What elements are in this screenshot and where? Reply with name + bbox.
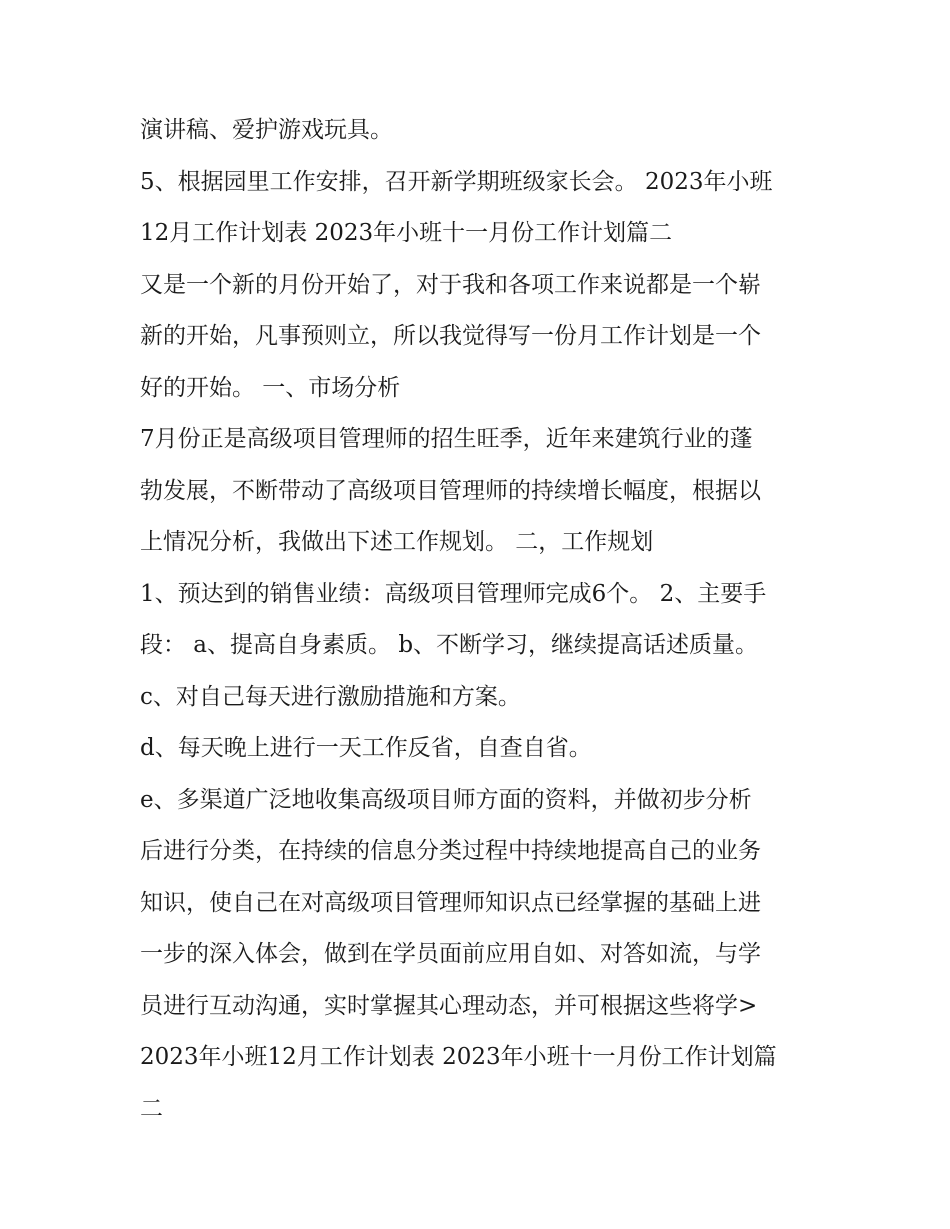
text-line: 好的开始。 一、市场分析 bbox=[140, 374, 401, 401]
document-body bbox=[140, 105, 820, 1135]
text-line: 知识，使自己在对高级项目管理师知识点已经掌握的基础上进 bbox=[140, 889, 761, 916]
text-line: 一步的深入体会，做到在学员面前应用自如、对答如流，与学 bbox=[140, 941, 761, 967]
text-line: 2023年小班12月工作计划表 2023年小班十一月份工作计划篇 bbox=[140, 1044, 777, 1070]
text-line: 上情况分析，我做出下述工作规划。 二，工作规划 bbox=[140, 529, 654, 555]
text-line: 5、根据园里工作安排，召开新学期班级家长会。 2023年小班 bbox=[140, 168, 773, 195]
text-line: 后进行分类，在持续的信息分类过程中持续地提高自己的业务 bbox=[140, 838, 761, 864]
text-line: 段： a、提高自身素质。 b、不断学习，继续提高话述质量。 bbox=[140, 632, 759, 658]
text-line: 新的开始，凡事预则立，所以我觉得写一份月工作计划是一个 bbox=[140, 323, 761, 349]
text-line: 7月份正是高级项目管理师的招生旺季，近年来建筑行业的蓬 bbox=[140, 426, 753, 452]
text-line: 1、预达到的销售业绩：高级项目管理师完成6个。 2、主要手 bbox=[140, 580, 767, 607]
text-line: 又是一个新的月份开始了，对于我和各项工作来说都是一个崭 bbox=[140, 271, 761, 298]
text-line: 12月工作计划表 2023年小班十一月份工作计划篇二 bbox=[140, 220, 673, 246]
text-line: c、对自己每天进行激励措施和方案。 bbox=[140, 683, 521, 710]
text-line: 演讲稿、爱护游戏玩具。 bbox=[140, 117, 393, 143]
text-line: e、多渠道广泛地收集高级项目师方面的资料，并做初步分析 bbox=[140, 786, 752, 813]
text-line: 勃发展，不断带动了高级项目管理师的持续增长幅度，根据以 bbox=[140, 477, 761, 504]
text-line: 二 bbox=[140, 1095, 163, 1122]
text-line: 员进行互动沟通，实时掌握其心理动态，并可根据这些将学> bbox=[140, 992, 758, 1019]
text-line: d、每天晚上进行一天工作反省，自查自省。 bbox=[140, 735, 592, 761]
